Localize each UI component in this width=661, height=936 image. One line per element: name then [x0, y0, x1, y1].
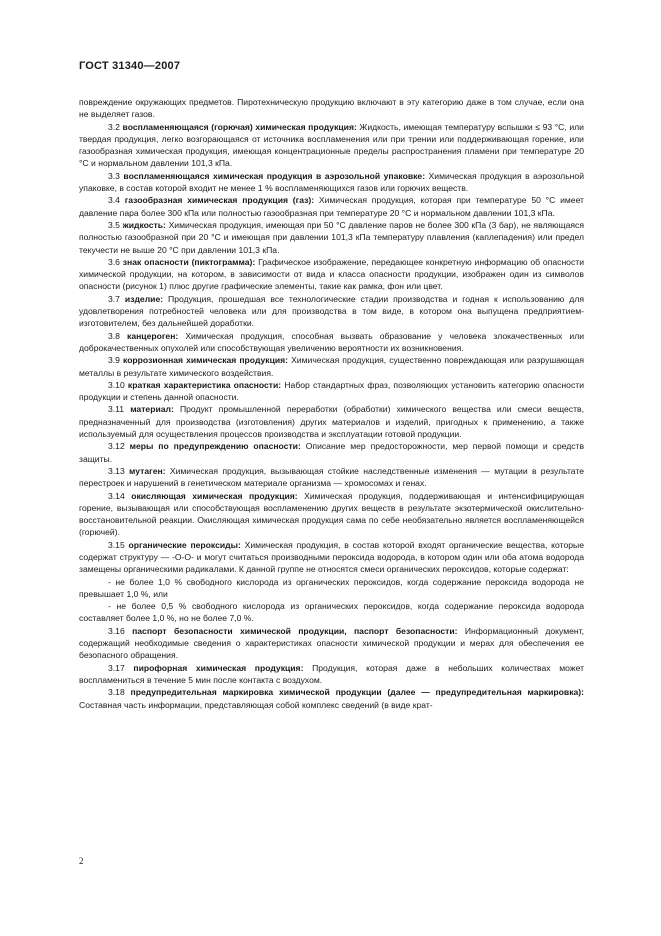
definition-3-11 — [79, 403, 584, 440]
definition-term: знак опасности (пиктограмма): — [122, 256, 256, 267]
definition-term: канцероген: — [127, 330, 179, 341]
definition-number: 3.5 — [108, 219, 120, 230]
definition-3-17 — [79, 662, 584, 687]
definition-number: 3.16 — [108, 625, 125, 636]
definition-term: краткая характеристика опасности: — [127, 379, 282, 390]
definition-number: 3.13 — [108, 465, 125, 476]
definition-3-4 — [79, 194, 584, 219]
definition-subitem — [79, 576, 584, 601]
definition-term: предупредительная маркировка химической продукции (далее — предупредительная маркировка): — [130, 687, 584, 698]
definition-text: Химическая продукция, существенно повреждающая или разрушающая металлы в результате химического воздействия. — [79, 355, 584, 378]
definition-term: изделие: — [124, 293, 164, 304]
definition-text: - не более 0,5 % свободного кислорода из органических пероксидов, когда содержание пероксида водорода составляет более 1,0 %, но не более 7,0 %. — [79, 601, 584, 624]
definition-number: 3.10 — [108, 379, 125, 390]
definition-number: 3.4 — [108, 195, 120, 206]
definition-number: 3.8 — [108, 330, 120, 341]
definition-number: 3.12 — [108, 441, 125, 452]
definition-text: Химическая продукция в аэрозольной упаковке, в состав которой входит не менее 1 % воспламеняющихся газов или горючих веществ. — [79, 170, 585, 194]
definition-text: Набор стандартных фраз, позволяющих установить категорию опасности продукции и степень данной опасности. — [79, 379, 584, 403]
definition-term: окисляющая химическая продукция: — [131, 490, 298, 501]
definition-term: меры по предупреждению опасности: — [129, 441, 301, 452]
definition-text: Продукция, прошедшая все технологические стадии производства и годная к использованию для удовлетворения потребностей человека или для производства в том виде, в котором она выпущена предприятием-изготовителем, без дальнейшей доработки. — [79, 293, 584, 329]
definition-3-18 — [79, 686, 584, 711]
definition-subitem — [79, 600, 584, 625]
definition-number: 3.3 — [108, 170, 120, 181]
document-body — [79, 96, 584, 711]
definition-term: пирофорная химическая продукция: — [133, 662, 304, 673]
definition-number: 3.9 — [108, 355, 120, 366]
page-number: 2 — [79, 856, 84, 866]
definition-3-5 — [79, 219, 584, 256]
definition-text: Химическая продукция, которая при температуре 50 °С имеет давление пара более 300 кПа или полностью газообразная при температуре 20 °С и нормальном давлении 101,3 кПа. — [79, 195, 584, 218]
definition-term: материал: — [130, 404, 174, 415]
definition-number: 3.14 — [108, 490, 125, 501]
standard-header: ГОСТ 31340—2007 — [79, 60, 181, 72]
definition-3-13 — [79, 465, 584, 490]
definition-text: Продукт промышленной переработки (обработки) химического вещества или смеси веществ, предназначенный для производства (изготовления) других материалов и изделий, пригодных к применению, а также используемый для осуществления процессов производства и эксплуатации готовой продукции. — [79, 404, 584, 440]
definition-text: Продукция, которая даже в небольших количествах может воспламениться в течение 5 мин после контакта с воздухом. — [79, 662, 585, 685]
definition-term: газообразная химическая продукция (газ): — [124, 195, 315, 206]
definition-text: Информационный документ, содержащий необходимые сведения о характеристиках опасности химической продукции и мерах для обеспечения ее безопасного обращения. — [79, 625, 585, 661]
definition-term: коррозионная химическая продукция: — [123, 355, 289, 366]
definition-text: Жидкость, имеющая температуру вспышки ≤ 93 °С, или твердая продукция, легко возгорающаяся от источника воспламенения или при трении или поддерживающая горение, или газообразная химическая продукция, имеющая концентрационные пределы распространения пламени при температуре 20 °С и нормальном давлении 101,3 кПа. — [79, 121, 584, 169]
definition-number: 3.11 — [108, 404, 125, 415]
definition-text: Химическая продукция, вызывающая стойкие наследственные изменения — мутации в результате перестроек и нарушений в генетическом материале организма — хромосомах и генах. — [79, 465, 584, 489]
definition-text: Графическое изображение, передающее конкретную информацию об опасности химической продукции, на котором, в зависимости от вида и класса опасности продукции, изображен один из символов опасности (рисунок 1) плюс другие графические элементы, такие как рамка, фон или цвет. — [79, 256, 584, 292]
definition-text: Химическая продукция, способная вызвать образование у человека злокачественных или доброкачественных опухолей или способствующая увеличению вероятности их возникновения. — [79, 330, 585, 353]
definition-number: 3.17 — [108, 662, 125, 673]
definition-text: Составная часть информации, представляющая собой комплекс сведений (в виде крат- — [79, 699, 433, 710]
definition-term: жидкость: — [122, 219, 166, 230]
definition-term: мутаген: — [129, 465, 166, 476]
definition-3-16 — [79, 625, 584, 662]
definition-number: 3.6 — [108, 256, 120, 267]
definition-3-9 — [79, 354, 584, 379]
definition-term: паспорт безопасности химической продукции, паспорт безопасности: — [132, 625, 458, 636]
definition-text: Химическая продукция, поддерживающая и интенсифицирующая горение, вызывающая или способствующая воспламенению других веществ в результате экзотермической окислительно-восстановительной реакции. Окисляющая химическая продукция сама по себе необязательно является воспламеняющейся (горючей). — [79, 490, 585, 538]
definition-text: - не более 1,0 % свободного кислорода из органических пероксидов, когда содержание пероксида водорода не превышает 1,0 %, или — [79, 576, 584, 599]
definition-term: воспламеняющаяся химическая продукция в аэрозольной упаковке: — [123, 170, 426, 181]
definition-3-6 — [79, 256, 584, 293]
definition-text: Описание мер предосторожности, мер первой помощи и средств защиты. — [79, 441, 585, 464]
definition-3-10 — [79, 379, 584, 404]
definition-number: 3.15 — [108, 539, 125, 550]
definition-3-2 — [79, 121, 584, 170]
definition-text: Химическая продукция, в состав которой входят органические вещества, которые содержат структуру — -О-О- и могут считаться производными пероксида водорода, в котором один или оба атома водорода замещены органическими радикалами. К данной группе не относятся смеси органических пероксидов, которые содержат: — [79, 539, 584, 575]
definition-3-3 — [79, 170, 584, 195]
definition-term: воспламеняющаяся (горючая) химическая продукция: — [122, 121, 357, 132]
definition-3-7 — [79, 293, 584, 330]
definitions-list — [79, 121, 584, 711]
definition-3-14 — [79, 490, 584, 539]
intro-paragraph: повреждение окружающих предметов. Пиротехническую продукцию включают в эту категорию даже в том случае, если она не выделяет газов. — [79, 97, 584, 120]
definition-number: 3.7 — [108, 293, 120, 304]
definition-term: органические пероксиды: — [128, 539, 241, 550]
definition-text: Химическая продукция, имеющая при 50 °С давление паров не более 300 кПа (3 бар), не являющаяся полностью газообразной при 20 °С и имеющая при давлении 101,3 кПа температуру плавления (каплепадения) или предел текучести не выше 20 °С при давлении 101,3 кПа. — [79, 219, 585, 255]
definition-3-8 — [79, 330, 584, 355]
definition-number: 3.2 — [108, 121, 120, 132]
definition-number: 3.18 — [108, 687, 125, 698]
definition-3-15 — [79, 539, 584, 576]
definition-3-12 — [79, 440, 584, 465]
